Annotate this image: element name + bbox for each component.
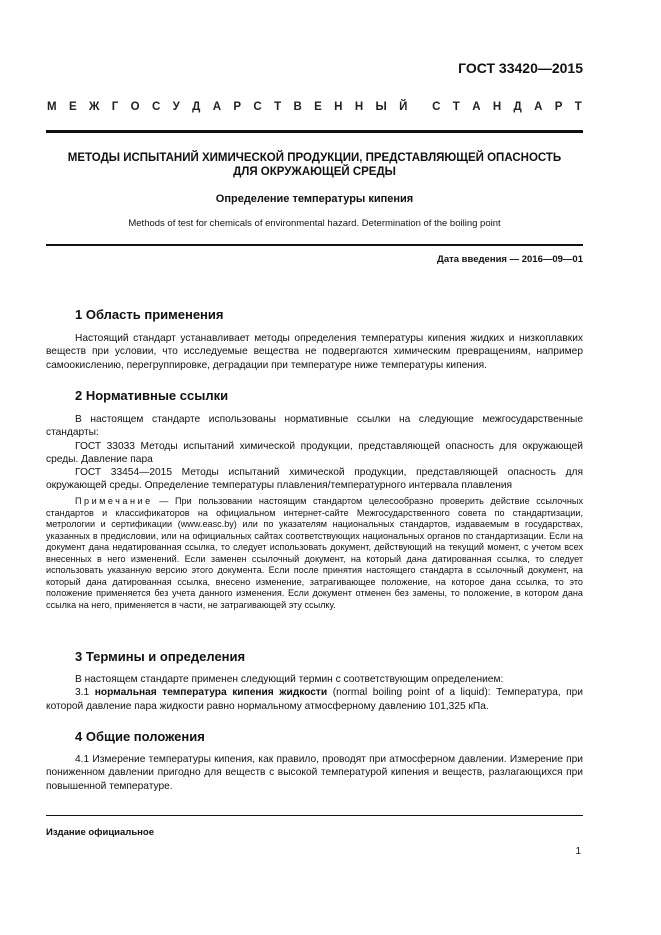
heading-letter: У	[172, 101, 180, 113]
section-1-text: Настоящий стандарт устанавливает методы определения температуры кипения жидких и низкоплавких веществ при условии, что исследуемые вещества не подвергаются химическим превращениям, например самоокислению, перегруппировке, деградации при температуре ниже температуры кипения.	[46, 333, 583, 371]
note-label: Примечание	[75, 496, 153, 506]
heading-letter: А	[472, 101, 481, 113]
document-subtitle: Определение температуры кипения	[215, 193, 414, 205]
heading-letter: Н	[334, 101, 343, 113]
section-1-heading: 1 Область применения	[75, 307, 224, 322]
heading-letter: Н	[354, 101, 364, 113]
title-line-1: МЕТОДЫ ИСПЫТАНИЙ ХИМИЧЕСКОЙ ПРОДУКЦИИ, ПРЕДСТАВЛЯЮЩЕЙ ОПАСНОСТЬ	[67, 152, 562, 164]
footer-rule	[46, 815, 583, 816]
section-2-intro: В настоящем стандарте использованы нормативные ссылки на следующие межгосударственные стандарты:	[46, 414, 583, 439]
heading-letter: Т	[574, 101, 582, 113]
heading-letter: М	[47, 101, 57, 113]
heading-letter: Г	[111, 101, 119, 113]
heading-letter: В	[293, 101, 302, 113]
section-3-body	[46, 673, 583, 713]
definition-text: (normal boiling point of a liquid): Температура, при которой давление пара жидкости равно нормальному атмосферному давлению 101,325 кПа.	[46, 687, 583, 712]
section-2-body	[46, 413, 583, 493]
reference-gost-33033: ГОСТ 33033 Методы испытаний химической продукции, представляющей опасность для окружающей среды. Давление пара	[46, 440, 583, 465]
heading-letter: Й	[399, 101, 408, 113]
heading-letter: Р	[233, 101, 242, 113]
section-3-intro: В настоящем стандарте применен следующий термин с соответствующим определением:	[75, 674, 504, 685]
title-rule	[46, 244, 583, 246]
heading-letter: Ж	[88, 101, 100, 113]
heading-letter: Н	[492, 101, 502, 113]
header-rule	[46, 130, 583, 133]
note-text: — При пользовании настоящим стандартом целесообразно проверить действие ссылочных стандартов и классификаторов на официальном интернет-сайте Межгосударственного совета по стандартизации, метрологии и сертификации (www.easc.by) или по указателям национальных стандартов, издаваемым в государствах, указанных в предисловии, или на официальных сайтах соответствующих национальных органов по стандартизации. Если на документ дана недатированная ссылка, то следует использовать документ, действующий на текущий момент, с учетом всех внесенных в него изменений. Если заменен ссылочный документ, на который дана датированная ссылка, то следует использовать указанную версию этого документа. Если после принятия настоящего стандарта в ссылочный документ, на который дана датированная ссылка, внесено изменение, затрагивающее положение, на которое дана ссылка, то это положение применяется без учета данного изменения. Если документ отменен без замены, то положение, в котором дана ссылка на него, применяется в части, не затрагивающей эту ссылку.	[46, 496, 583, 610]
section-1-body	[46, 332, 583, 372]
definition-term: нормальная температура кипения жидкости	[94, 687, 328, 699]
section-2-note	[46, 496, 583, 611]
english-title: Methods of test for chemicals of environmental hazard. Determination of the boiling point	[128, 218, 501, 229]
section-2-heading: 2 Нормативные ссылки	[75, 388, 229, 403]
heading-letter: С	[253, 101, 262, 113]
heading-letter: Д	[513, 101, 522, 113]
official-edition-label: Издание официальное	[46, 827, 154, 838]
heading-letter: Т	[274, 101, 282, 113]
section-4-body	[46, 753, 583, 793]
heading-letter: Е	[68, 101, 77, 113]
section-4-heading: 4 Общие положения	[75, 729, 205, 744]
heading-letter: О	[130, 101, 140, 113]
reference-gost-33454: ГОСТ 33454—2015 Методы испытаний химической продукции, представляющей опасность для окружающей среды. Определение температуры плавления/температурного интервала плавления	[46, 467, 583, 492]
heading-letter: Т	[452, 101, 460, 113]
heading-letter: Р	[554, 101, 563, 113]
document-title	[46, 151, 583, 179]
title-line-2: ДЛЯ ОКРУЖАЮЩЕЙ СРЕДЫ	[233, 166, 396, 178]
heading-letter: С	[151, 101, 161, 113]
heading-letter: С	[432, 101, 441, 113]
section-3-heading: 3 Термины и определения	[75, 649, 246, 664]
interstate-standard-heading	[47, 101, 582, 113]
introduction-date: Дата введения — 2016—09—01	[437, 254, 583, 265]
heading-letter: Ы	[375, 101, 387, 113]
section-4-text: 4.1 Измерение температуры кипения, как правило, проводят при атмосферном давлении. Измерение при пониженном давлении пригодно для веществ с высокой температурой кипения и веществ, разлагающихся при повышенной температуре.	[46, 754, 583, 792]
definition-3-1	[46, 686, 583, 713]
page-number: 1	[575, 846, 581, 857]
heading-letter: Д	[192, 101, 201, 113]
standard-number: ГОСТ 33420—2015	[458, 60, 583, 76]
heading-letter: А	[534, 101, 543, 113]
heading-letter: Е	[314, 101, 322, 113]
definition-number: 3.1	[75, 687, 90, 699]
heading-letter: А	[212, 101, 222, 113]
